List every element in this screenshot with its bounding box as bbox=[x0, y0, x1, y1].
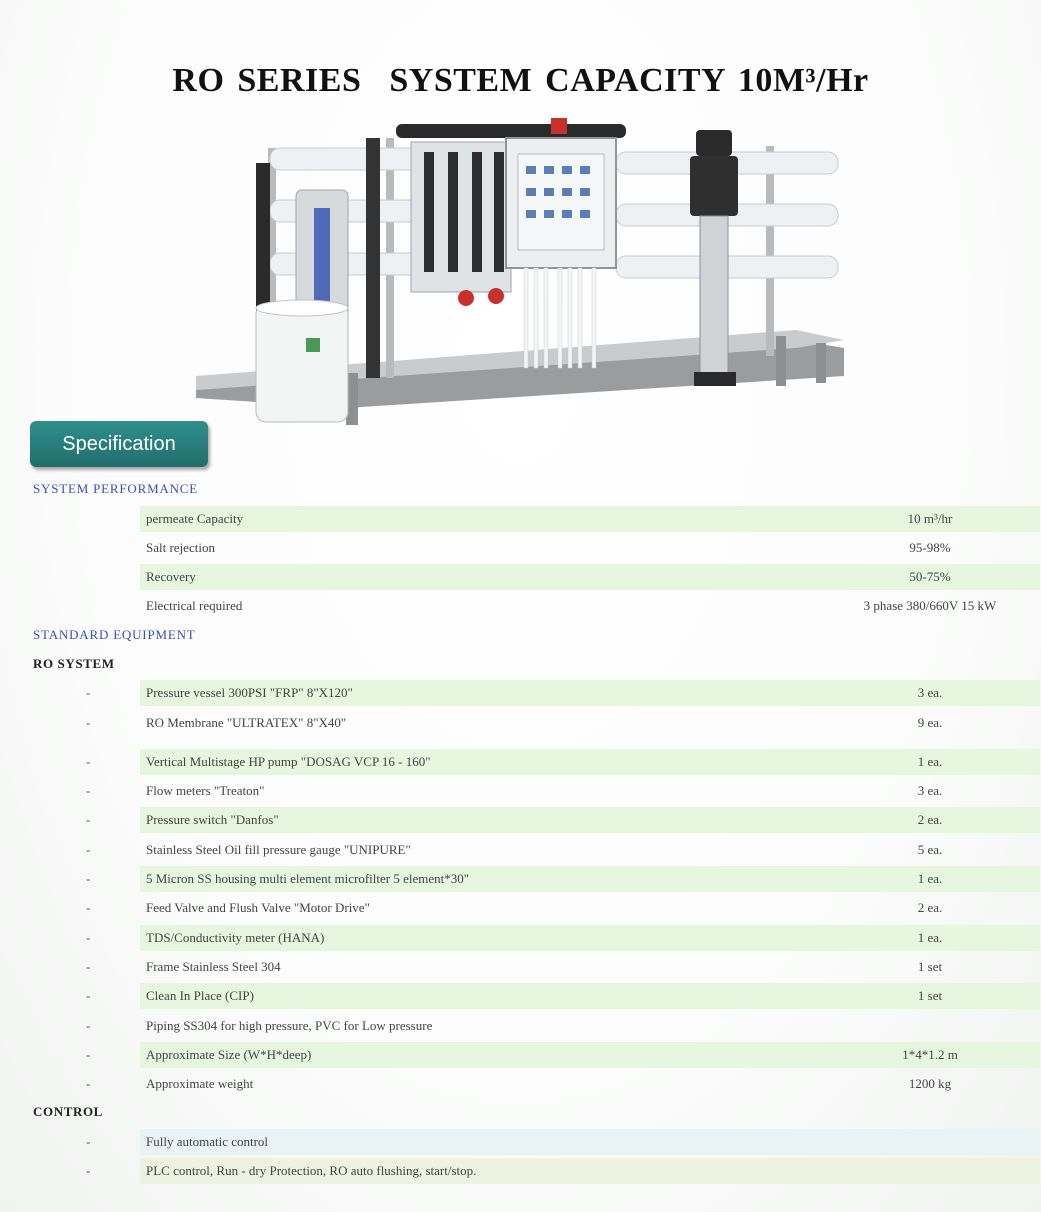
bullet: - bbox=[86, 1076, 91, 1091]
table-row bbox=[140, 954, 1040, 980]
bullet: - bbox=[86, 930, 91, 945]
row-label: 5 Micron SS housing multi element microfilter 5 element*30" bbox=[146, 871, 470, 886]
bullet: - bbox=[86, 812, 91, 827]
specification-badge: Specification bbox=[30, 421, 208, 467]
row-value: 1 ea. bbox=[917, 754, 943, 769]
row-label: Flow meters "Treaton" bbox=[146, 783, 265, 798]
bullet: - bbox=[86, 871, 91, 886]
row-label: Electrical required bbox=[146, 598, 243, 613]
bullet: - bbox=[86, 1163, 91, 1178]
row-label: Feed Valve and Flush Valve "Motor Drive" bbox=[146, 900, 370, 915]
row-value: 3 ea. bbox=[917, 685, 943, 700]
title-series: RO SERIES bbox=[172, 62, 362, 99]
table-row bbox=[140, 564, 1040, 590]
table-row bbox=[140, 593, 1040, 619]
table-row bbox=[140, 1071, 1040, 1097]
row-value: 2 ea. bbox=[917, 900, 943, 915]
row-label: Pressure switch "Danfos" bbox=[146, 812, 279, 827]
row-value: 1*4*1.2 m bbox=[902, 1047, 958, 1062]
standard-equipment-heading: STANDARD EQUIPMENT bbox=[33, 627, 196, 642]
row-value: 5 ea. bbox=[917, 842, 943, 857]
table-row bbox=[140, 807, 1040, 833]
table-row bbox=[140, 866, 1040, 892]
row-value: 1 set bbox=[917, 988, 943, 1003]
bullet: - bbox=[86, 685, 91, 700]
bullet: - bbox=[86, 988, 91, 1003]
row-value: 2 ea. bbox=[917, 812, 943, 827]
row-value: 10 m³/hr bbox=[907, 511, 953, 526]
bullet: - bbox=[86, 1047, 91, 1062]
row-label: Recovery bbox=[146, 569, 196, 584]
table-row bbox=[140, 680, 1040, 706]
table-row bbox=[140, 1013, 1040, 1039]
row-label: Frame Stainless Steel 304 bbox=[146, 959, 281, 974]
bullet: - bbox=[86, 715, 91, 730]
page-title bbox=[0, 62, 1041, 100]
row-label: Fully automatic control bbox=[146, 1134, 269, 1149]
row-label: Approximate weight bbox=[146, 1076, 254, 1091]
table-row bbox=[140, 983, 1040, 1009]
control-heading: CONTROL bbox=[33, 1104, 103, 1119]
table-row bbox=[140, 749, 1040, 775]
row-value: 1 ea. bbox=[917, 930, 943, 945]
row-label: PLC control, Run - dry Protection, RO auto flushing, start/stop. bbox=[146, 1163, 477, 1178]
row-label: Stainless Steel Oil fill pressure gauge "UNIPURE" bbox=[146, 842, 411, 857]
row-label: Piping SS304 for high pressure, PVC for Low pressure bbox=[146, 1018, 433, 1033]
table-row bbox=[140, 710, 1040, 736]
row-label: permeate Capacity bbox=[146, 511, 244, 526]
table-row bbox=[140, 837, 1040, 863]
bullet: - bbox=[86, 754, 91, 769]
bullet: - bbox=[86, 783, 91, 798]
row-label: Clean In Place (CIP) bbox=[146, 988, 254, 1003]
row-value: 1 ea. bbox=[917, 871, 943, 886]
table-row bbox=[140, 535, 1040, 561]
row-value: 50-75% bbox=[909, 569, 951, 584]
row-label: Salt rejection bbox=[146, 540, 215, 555]
ro-system-heading: RO SYSTEM bbox=[33, 656, 115, 671]
row-value: 9 ea. bbox=[917, 715, 943, 730]
row-label: Pressure vessel 300PSI "FRP" 8"X120" bbox=[146, 685, 353, 700]
row-value: 3 ea. bbox=[917, 783, 943, 798]
table-row bbox=[140, 778, 1040, 804]
row-label: TDS/Conductivity meter (HANA) bbox=[146, 930, 325, 945]
table-row bbox=[140, 1042, 1040, 1068]
bullet: - bbox=[86, 959, 91, 974]
row-value: 1200 kg bbox=[908, 1076, 952, 1091]
bullet: - bbox=[86, 1134, 91, 1149]
table-row bbox=[140, 895, 1040, 921]
bullet: - bbox=[86, 842, 91, 857]
system-performance-heading: SYSTEM PERFORMANCE bbox=[33, 481, 199, 496]
bullet: - bbox=[86, 1018, 91, 1033]
row-value: 95-98% bbox=[909, 540, 951, 555]
table-row bbox=[140, 1129, 1040, 1155]
title-capacity: SYSTEM CAPACITY 10M³/Hr bbox=[389, 62, 869, 99]
ro-system-photo bbox=[196, 118, 846, 430]
table-row bbox=[140, 925, 1040, 951]
table-row bbox=[140, 1158, 1040, 1184]
table-row bbox=[140, 506, 1040, 532]
row-label: RO Membrane "ULTRATEX" 8"X40" bbox=[146, 715, 347, 730]
row-label: Vertical Multistage HP pump "DOSAG VCP 16 - 160" bbox=[146, 754, 431, 769]
bullet: - bbox=[86, 900, 91, 915]
row-value: 3 phase 380/660V 15 kW bbox=[863, 598, 997, 613]
row-label: Approximate Size (W*H*deep) bbox=[146, 1047, 312, 1062]
row-value: 1 set bbox=[917, 959, 943, 974]
